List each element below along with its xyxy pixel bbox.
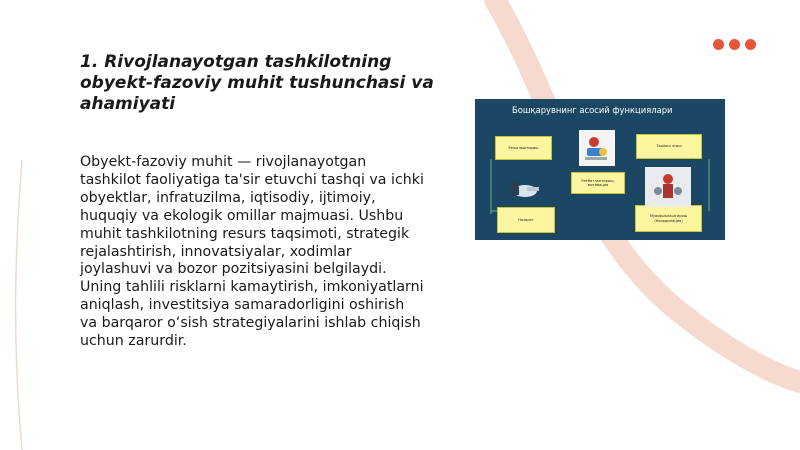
planning-illustration-icon: [579, 130, 615, 166]
management-functions-diagram: [475, 99, 725, 240]
coordination-illustration-icon: [645, 167, 691, 207]
control-illustration-icon: [505, 175, 543, 201]
function-box-planning: Режалаштириш: [495, 136, 552, 160]
slide-title: 1. Rivojlanayotgan tashkilotning obyekt-fazoviy muhit tushunchasi va ahamiyati: [80, 52, 434, 114]
function-box-motivation: Рағбатлантириш, мотивация: [571, 172, 625, 194]
diagram-title: Бошқарувнинг асосий функциялари: [512, 105, 673, 115]
dot-icon: [745, 39, 756, 50]
decorative-dots: [713, 39, 756, 50]
function-box-organizing: Ташкил этиш: [636, 134, 702, 159]
function-box-control: Назорат: [497, 207, 555, 233]
left-curve: [16, 160, 22, 450]
dot-icon: [729, 39, 740, 50]
slide-body-text: Obyekt-fazoviy muhit — rivojlanayotgan tashkilot faoliyatiga ta'sir etuvchi tashqi va ichki obyektlar, infratuzilma, iqtisodiy, ijtimoiy, huquqiy va ekologik omillar majmuasi. Ushbu muhit tashkilotning resurs taqsimoti, strategik rejalashtirish, innovatsiyalar, xodimlar joylashuvi va bozor pozitsiyasini belgilaydi. Uning tahlili risklarni kamaytirish, imkoniyatlarni aniqlash, investitsiya samaradorligini oshirish va barqaror o‘sish strategiyalarini ishlab chiqish uchun zarurdir.: [80, 154, 424, 350]
function-box-coordination: Мувофиқлаштириш (Координация): [635, 205, 702, 232]
dot-icon: [713, 39, 724, 50]
